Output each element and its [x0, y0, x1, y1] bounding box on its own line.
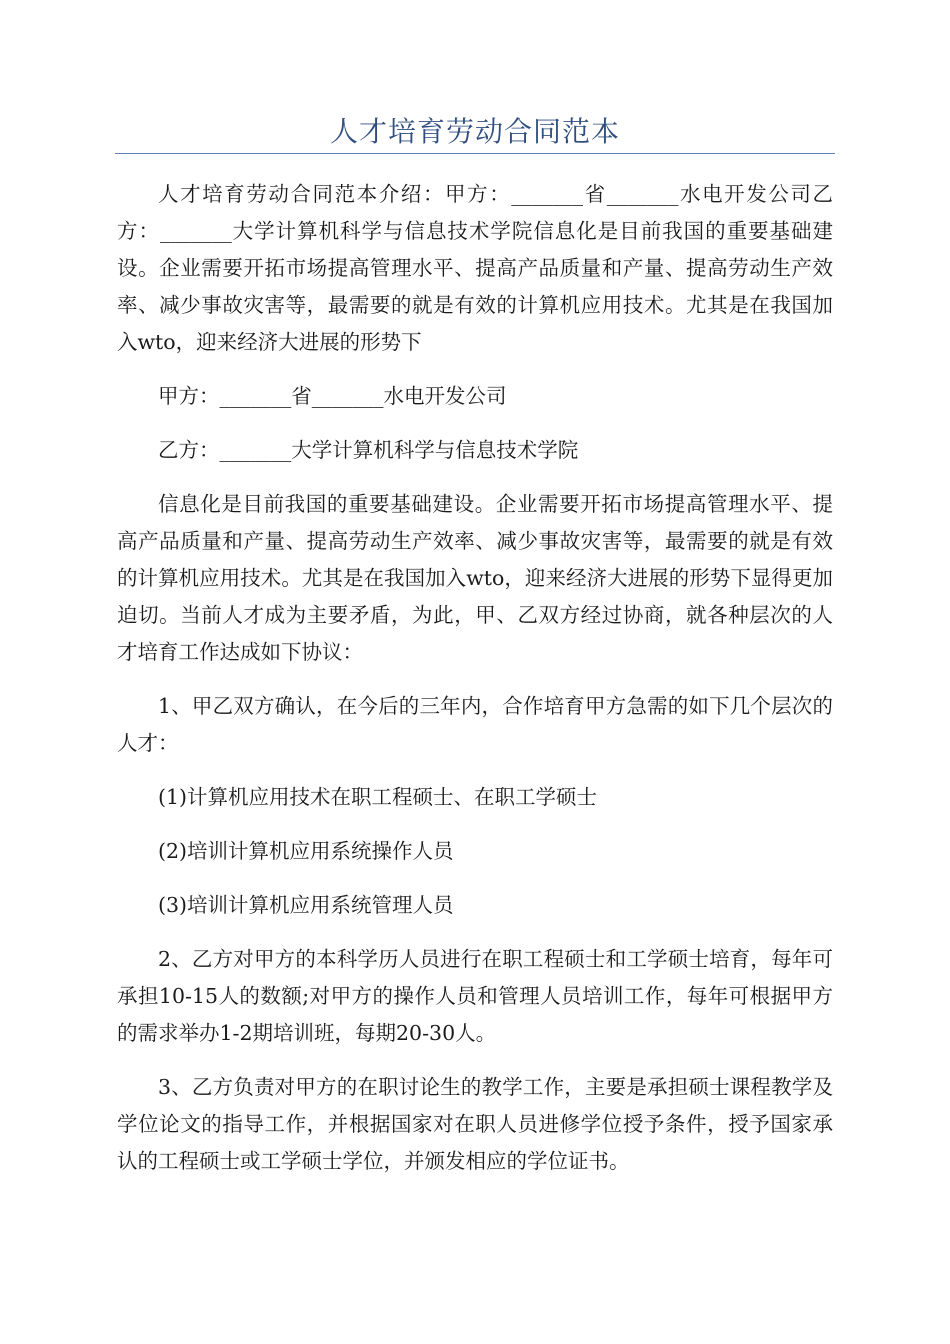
title-underline — [115, 153, 835, 154]
paragraph-background: 信息化是目前我国的重要基础建设。企业需要开拓市场提高管理水平、提高产品质量和产量、提高劳动生产效率、减少事故灾害等，最需要的就是有效的计算机应用技术。尤其是在我国加入wto，迎来经济大进展的形势下显得更加迫切。当前人才成为主要矛盾，为此，甲、乙双方经过协商，就各种层次的人才培育工作达成如下协议： — [117, 492, 833, 664]
clause-1-item-3: (3)培训计算机应用系统管理人员 — [158, 893, 454, 917]
document-title: 人才培育劳动合同范本 — [329, 115, 620, 148]
clause-1-item-1: (1)计算机应用技术在职工程硕士、在职工学硕士 — [158, 785, 598, 809]
clause-3: 3、乙方负责对甲方的在职讨论生的教学工作，主要是承担硕士课程教学及学位论文的指导工作，并根据国家对在职人员进修学位授予条件，授予国家承认的工程硕士或工学硕士学位，并颁发相应的学位证书。 — [117, 1075, 833, 1173]
paragraph-party-a: 甲方：_______省_______水电开发公司 — [158, 384, 507, 408]
clause-1-item-2: (2)培训计算机应用系统操作人员 — [158, 839, 454, 863]
clause-1: 1、甲乙双方确认，在今后的三年内，合作培育甲方急需的如下几个层次的人才： — [117, 694, 833, 755]
paragraph-intro: 人才培育劳动合同范本介绍：甲方：_______省_______水电开发公司乙方：_______大学计算机科学与信息技术学院信息化是目前我国的重要基础建设。企业需要开拓市场提高管理水平、提高产品质量和产量、提高劳动生产效率、减少事故灾害等，最需要的就是有效的计算机应用技术。尤其是在我国加入wto，迎来经济大进展的形势下 — [117, 182, 833, 354]
document-body — [117, 176, 833, 1197]
paragraph-party-b: 乙方：_______大学计算机科学与信息技术学院 — [158, 438, 579, 462]
clause-2: 2、乙方对甲方的本科学历人员进行在职工程硕士和工学硕士培育，每年可承担10-15人的数额;对甲方的操作人员和管理人员培训工作，每年可根据甲方的需求举办1-2期培训班，每期20-30人。 — [117, 947, 833, 1045]
